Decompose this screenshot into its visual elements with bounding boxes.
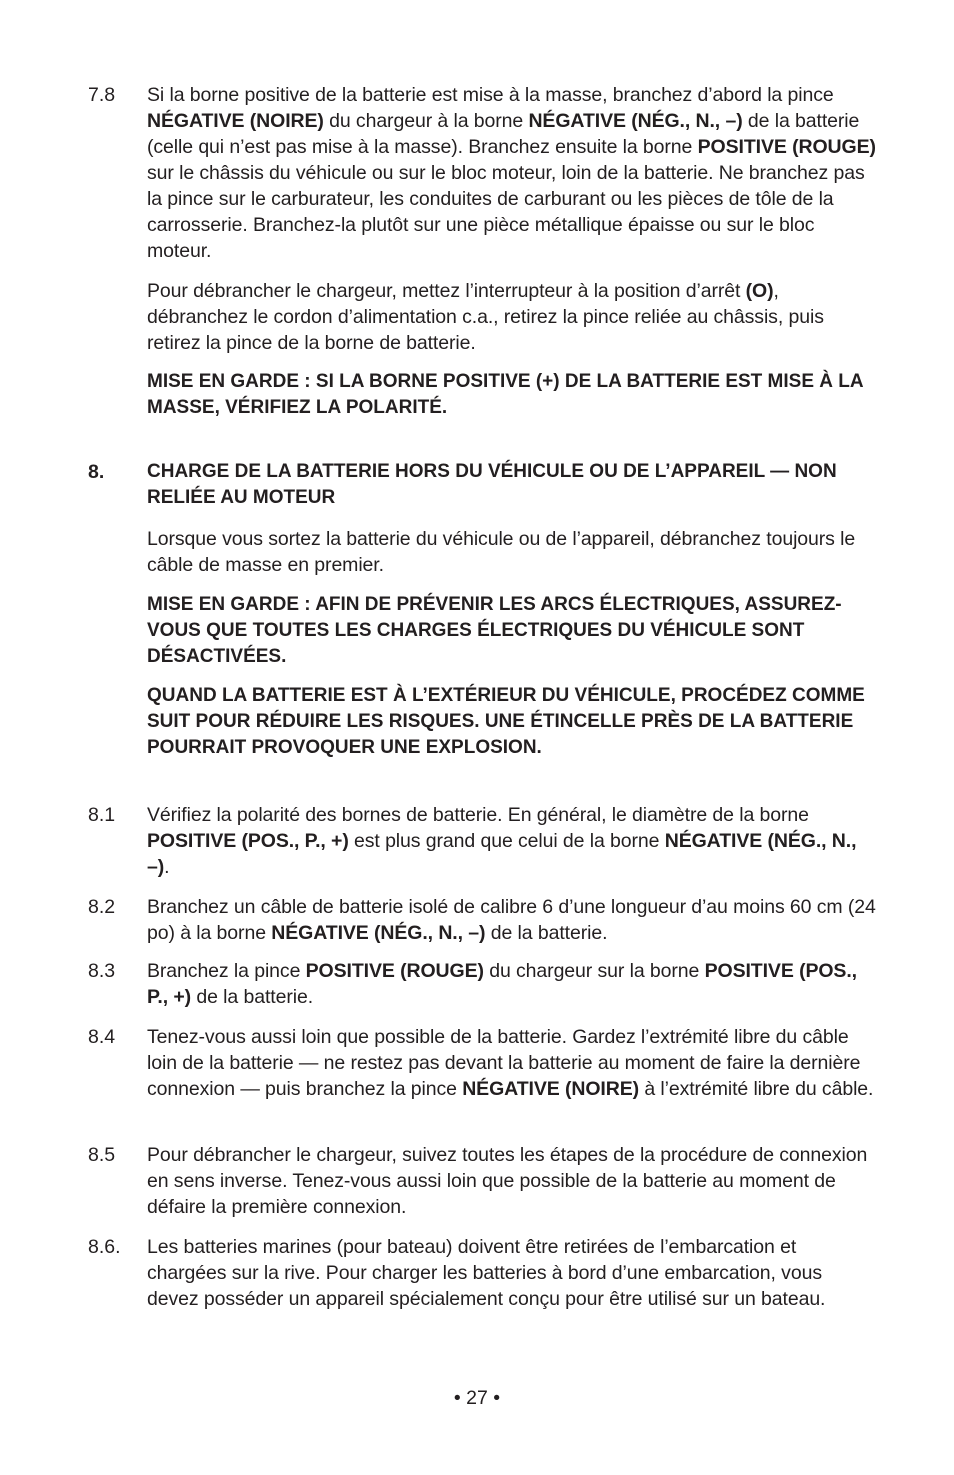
section-8-intro: Lorsque vous sortez la batterie du véhicule ou de l’appareil, débranchez toujours le câble de masse en premier. — [147, 528, 856, 576]
text-run: Branchez un câble de batterie isolé de calibre 6 d’une longueur d’au moins 60 cm (24 po) à la borne — [147, 896, 876, 944]
page-number: • 27 • — [453, 1387, 501, 1409]
bold-term: POSITIVE (ROUGE) — [697, 136, 876, 158]
bold-term: POSITIVE (POS., P., +) — [147, 960, 857, 1008]
bold-term: (O) — [745, 280, 774, 302]
section-number-8-2: 8.2 — [88, 896, 116, 918]
caution-electric-arcs: MISE EN GARDE : AFIN DE PRÉVENIR LES ARCS ÉLECTRIQUES, ASSUREZ-VOUS QUE TOUTES LES CHARGES ÉLECTRIQUES DU VÉHICULE SONT DÉSACTIVÉES. — [147, 594, 842, 667]
text-run: du chargeur à la borne — [323, 110, 529, 132]
text-run: Tenez-vous aussi loin que possible de la batterie. Gardez l’extrémité libre du câble loin de la batterie — ne restez pas devant la batterie au moment de faire la dernière connexion — puis branchez la pince — [147, 1026, 861, 1100]
paragraph-8-4 — [147, 1024, 877, 1102]
bold-term: NÉGATIVE (NÉG., N., –) — [271, 922, 486, 944]
bold-term: NÉGATIVE (NOIRE) — [147, 110, 324, 132]
paragraph-8-6: Les batteries marines (pour bateau) doivent être retirées de l’embarcation et chargées sur la rive. Pour charger les batteries à bord d’une embarcation, vous devez posséder un appareil spécialement conçu pour être utilisé sur un bateau. — [147, 1236, 826, 1310]
text-run: Branchez la pince — [147, 960, 306, 982]
paragraph-8-5: Pour débrancher le chargeur, suivez toutes les étapes de la procédure de connexion en sens inverse. Tenez-vous aussi loin que possible de la batterie au moment de défaire la première connexion. — [147, 1144, 868, 1218]
paragraph-8-1 — [147, 802, 877, 880]
section-number-8-5: 8.5 — [88, 1144, 116, 1166]
text-run: sur le châssis du véhicule ou sur le bloc moteur, loin de la batterie. Ne branchez pas la pince sur le carburateur, les conduites de carburant ou les pièces de tôle de la carrosserie. Branchez-la plutôt sur une pièce métallique épaisse ou sur le bloc moteur. — [147, 162, 865, 262]
paragraph-7-8-disconnect — [147, 278, 877, 356]
section-number-8-1: 8.1 — [88, 804, 116, 826]
paragraph-8-2 — [147, 894, 877, 946]
text-run: de la batterie. — [485, 922, 608, 944]
caution-explosion: QUAND LA BATTERIE EST À L’EXTÉRIEUR DU VÉHICULE, PROCÉDEZ COMME SUIT POUR RÉDUIRE LES RISQUES. UNE ÉTINCELLE PRÈS DE LA BATTERIE POURRAIT PROVOQUER UNE EXPLOSION. — [147, 685, 865, 758]
section-8-heading: CHARGE DE LA BATTERIE HORS DU VÉHICULE OU DE L’APPAREIL — NON RELIÉE AU MOTEUR — [147, 461, 837, 508]
paragraph-8-3 — [147, 958, 877, 1010]
text-run: Pour débrancher le chargeur, mettez l’interrupteur à la position d’arrêt — [147, 280, 746, 302]
text-run: du chargeur sur la borne — [483, 960, 705, 982]
section-number-7-8: 7.8 — [88, 84, 116, 106]
text-run: à l’extrémité libre du câble. — [639, 1078, 874, 1100]
section-number-8-3: 8.3 — [88, 960, 116, 982]
text-run: . — [164, 856, 170, 878]
bold-term: NÉGATIVE (NOIRE) — [462, 1078, 639, 1100]
bold-term: POSITIVE (ROUGE) — [305, 960, 484, 982]
text-run: de la batterie. — [191, 986, 314, 1008]
caution-polarity: MISE EN GARDE : SI LA BORNE POSITIVE (+) DE LA BATTERIE EST MISE À LA MASSE, VÉRIFIEZ LA POLARITÉ. — [147, 371, 863, 418]
paragraph-7-8 — [147, 82, 877, 264]
text-run: de la batterie (celle qui n’est pas mise à la masse). Branchez ensuite la borne — [147, 110, 860, 158]
section-number-8-6: 8.6. — [88, 1236, 121, 1258]
text-run: Si la borne positive de la batterie est mise à la masse, branchez d’abord la pince — [147, 84, 834, 106]
section-number-8: 8. — [88, 461, 105, 483]
text-run: Vérifiez la polarité des bornes de batterie. En général, le diamètre de la borne — [147, 804, 809, 826]
bold-term: NÉGATIVE (NÉG., N., –) — [528, 110, 743, 132]
bold-term: POSITIVE (POS., P., +) — [147, 830, 349, 852]
text-run: , débranchez le cordon d’alimentation c.a., retirez la pince reliée au châssis, puis retirez la pince de la borne de batterie. — [147, 280, 824, 354]
section-number-8-4: 8.4 — [88, 1026, 116, 1048]
text-run: est plus grand que celui de la borne — [348, 830, 665, 852]
bold-term: NÉGATIVE (NÉG., N., –) — [147, 830, 857, 878]
